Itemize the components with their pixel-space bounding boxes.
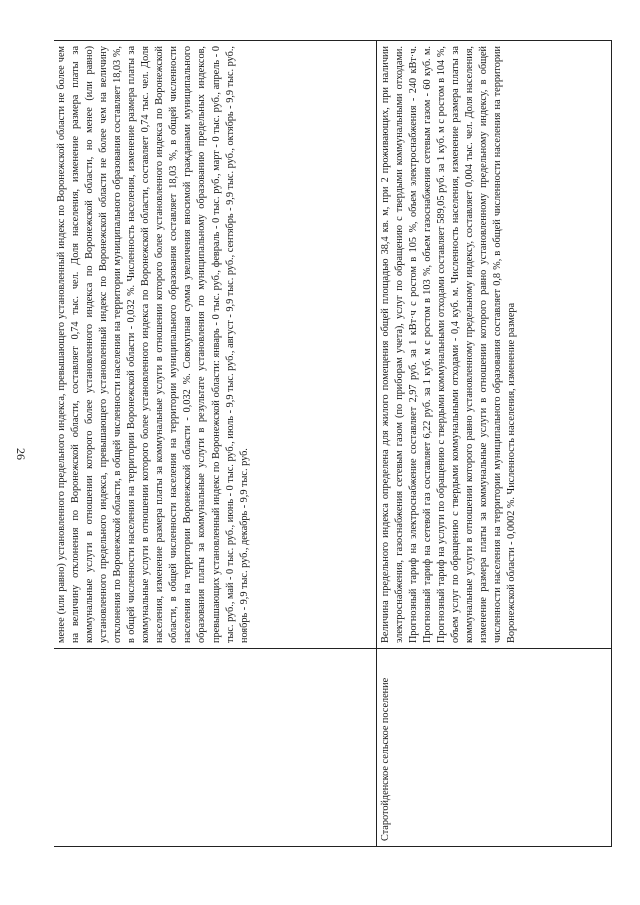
settlement-name-cell: Старотойденское сельское поселение [376,649,612,847]
table-row [54,41,376,847]
rotated-table-wrapper [54,40,612,847]
table-row [376,41,612,847]
settlement-name-cell [54,649,376,847]
description-cell: Величина предельного индекса определена для жилого помещения общей площадью 38,4 кв. м, при 2 проживающих, при наличии электроснабжения, газоснабжения сетевым газом (по приборам учета), услуг по обращению с твердыми коммунальными отходами. Прогнозный тариф на электроснабжение составляет 2,97 руб. за 1 кВт·ч с ростом в 105 %, объем электроснабжения - 240 кВт·ч. Прогнозный тариф на сетевой газ составляет 6,22 руб. за 1 куб. м с ростом в 103 %, объем газоснабжения сетевым газом - 60 куб. м. Прогнозный тариф на услуги по обращению с твердыми коммунальными отходами составляет 589,05 руб. за 1 куб. м с ростом в 104 %, объем услуг по обращению с твердыми коммунальными отходами - 0,4 куб. м. Численность населения, изменение размера платы за коммунальные услуги в отношении которого равно установленному предельному индексу, составляет 0,004 тыс. чел. Доля населения, изменение размера платы за коммунальные услуги в отношении которого равно установленному предельному индексу, в общей численности населения на территории муниципального образования составляет 0,8 %, в общей численности населения на территории Воронежской области - 0,0002 %. Численность населения, изменение размера [376,41,612,649]
description-cell: менее (или равно) установленного предельного индекса, превышающего установленный индекс по Воронежской области не более чем на величину отклонения по Воронежской области, составляет 0,74 тыс. чел. Доля населения, изменение размера платы за коммунальные услуги в отношении которого более установленного индекса по Воронежской области, но менее (или равно) установленного предельного индекса, превышающего установленный индекс по Воронежской области не более чем на величину отклонения по Воронежской области, в общей численности населения на территории муниципального образования составляет 18,03 %, в общей численности населения на территории Воронежской области - 0,032 %. Численность населения, изменение размера платы за коммунальные услуги в отношении которого более установленного индекса по Воронежской области, составляет 0,74 тыс. чел. Доля населения, изменение размера платы за коммунальные услуги в отношении которого более установленного индекса по Воронежской области, в общей численности населения на территории муниципального образования составляет 18,03 %, в общей численности населения на территории Воронежской области - 0,032 %. Совокупная сумма увеличения вносимой гражданами муниципального образования платы за коммунальные услуги в результате установления по муниципальному образованию предельных индексов, превышающих установленный индекс по Воронежской области: январь - 0 тыс. руб., февраль - 0 тыс. руб., март - 0 тыс. руб., апрель - 0 тыс. руб., май - 0 тыс. руб., июнь - 0 тыс. руб., июль - 9,9 тыс. руб., август - 9,9 тыс. руб., сентябрь - 9,9 тыс. руб., октябрь - 9,9 тыс. руб., ноябрь - 9,9 тыс. руб., декабрь - 9,9 тыс. руб. [54,41,376,649]
page-number: 26 [14,448,29,460]
indices-table [54,40,612,847]
